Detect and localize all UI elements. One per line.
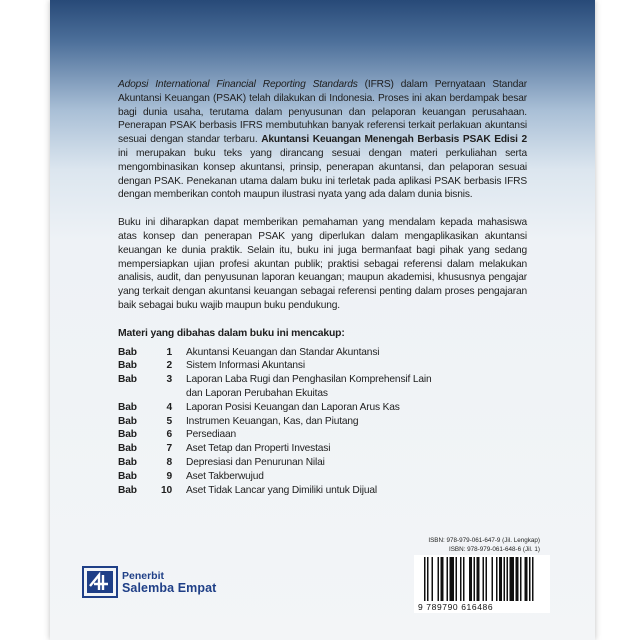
barcode-bar [441,557,444,601]
chapter-bab: Bab [118,443,137,455]
chapter-number: 9 [166,470,172,482]
intro-paragraph [118,78,527,202]
chapter-title: Aset Tetap dan Properti Investasi [186,443,331,455]
chapter-number: 4 [166,401,172,413]
barcode-bar [532,557,534,601]
chapter-title: Laporan Laba Rugi dan Penghasilan Komprehensif Lain [186,374,432,386]
chapter-item [118,442,527,456]
chapter-bab: Bab [118,401,137,413]
intro-italic-lead: Adopsi International Financial Reporting Standards [118,79,358,90]
chapter-list [118,346,527,498]
chapter-title: Aset Tidak Lancar yang Dimiliki untuk Dijual [186,484,378,496]
barcode-bar [507,557,509,601]
barcode-bar [492,557,494,601]
book-title: Akuntansi Keuangan Menengah Berbasis PSAK Edisi 2 [261,134,527,146]
chapter-bab: Bab [118,484,137,496]
chapter-title: Persediaan [186,429,237,441]
barcode-bar [516,557,519,601]
barcode-bars [418,557,538,601]
chapter-item [118,373,527,387]
chapter-number: 5 [166,415,172,427]
barcode-bar [504,557,506,601]
barcode-bar [456,557,458,601]
chapter-bab: Bab [118,415,137,427]
barcode [414,555,550,613]
chapter-title: Aset Takberwujud [186,470,264,482]
chapter-item [118,484,527,498]
barcode-bar [525,557,528,601]
chapter-item [118,470,527,484]
chapter-number: 8 [166,456,172,468]
barcode-bar [460,557,462,601]
isbn-line-complete: ISBN: 978-979-061-647-9 (Jil. Lengkap) [428,537,540,544]
barcode-bar [510,557,515,601]
barcode-bar [529,557,531,601]
chapter-number: 6 [166,429,172,441]
chapter-bab: Bab [118,429,137,441]
chapter-bab: Bab [118,470,137,482]
chapter-bab: Bab [118,456,137,468]
publisher-block [82,566,216,598]
chapter-title: Akuntansi Keuangan dan Standar Akuntansi [186,346,380,358]
chapter-item [118,359,527,373]
barcode-bar [477,557,480,601]
barcode-digits: 9 789790 616486 [418,602,494,612]
barcode-bar [450,557,455,601]
chapter-number: 1 [166,346,172,358]
barcode-bar [424,557,426,601]
cover-text [118,78,527,497]
barcode-bar [438,557,440,601]
isbn-block [428,536,540,554]
barcode-bar [486,557,488,601]
publisher-name [122,570,216,595]
chapter-bab: Bab [118,374,137,386]
chapter-title: Laporan Posisi Keuangan dan Laporan Arus Kas [186,401,400,413]
publisher-brand: Salemba Empat [122,581,217,595]
chapter-item [118,346,527,360]
chapter-bab: Bab [118,346,137,358]
chapter-number: 2 [166,360,172,372]
chapter-bab: Bab [118,360,137,372]
chapter-number: 3 [166,374,172,386]
barcode-bar [474,557,476,601]
barcode-bar [499,557,502,601]
chapter-item [118,415,527,429]
barcode-bar [469,557,472,601]
chapter-title: Sistem Informasi Akuntansi [186,360,305,372]
barcode-bar [463,557,465,601]
chapter-item [118,401,527,415]
barcode-bar [483,557,485,601]
barcode-bar [520,557,522,601]
back-cover [50,0,595,640]
publisher-label: Penerbit [122,569,165,582]
intro-text-1: (IFRS) dalam Pernyataan Standar Akuntansi Keuangan (PSAK) telah dilakukan di Indonesia. Proses ini akan berdampak besar bagi dunia usaha, terutama dalam penyusunan dan pelaporan keuangan perusahaan. Penerapan PSAK berbasis IFRS membutuhkan banyak referensi terkait perlakuan akuntansi sesuai dengan standar terbaru. [118,79,527,146]
chapter-title: Instrumen Keuangan, Kas, dan Piutang [186,415,359,427]
intro-text-2: ini merupakan buku teks yang dirancang sesuai dengan materi perkuliahan serta mengombinasikan konsep akuntansi, prinsip, penerapan akuntansi, dan pelaporan sesuai dengan PSAK. Penekanan utama dalam buku ini terletak pada aplikasi PSAK berbasis IFRS dengan memberikan contoh maupun ilustrasi nyata yang ada dalam dunia bisnis. [118,147,527,201]
second-paragraph: Buku ini diharapkan dapat memberikan pemahaman yang mendalam kepada mahasiswa atas konsep dan penerapan PSAK yang diperlukan dalam mengaplikasikan akuntansi keuangan ke dunia praktik. Selain itu, buku ini juga bermanfaat bagi pihak yang sedang mempersiapkan ujian profesi akuntan publik; praktisi sebagai referensi dalam melakukan analisis, audit, dan penyusunan laporan keuangan; maupun akademisi, khususnya pengajar yang terkait dengan akuntansi keuangan sebagai referensi penting dalam proses pengajaran baik sebagai buku wajib maupun buku pendukung. [118,217,527,311]
barcode-bar [427,557,429,601]
chapter-title-continuation: dan Laporan Perubahan Ekuitas [186,387,328,399]
chapter-item [118,428,527,442]
chapter-item [118,456,527,470]
barcode-bar [447,557,449,601]
isbn-line-volume: ISBN: 978-979-061-648-6 (Jil. 1) [448,546,540,553]
salemba-empat-logo-icon [82,566,118,598]
barcode-bar [432,557,434,601]
chapter-number: 7 [166,443,172,455]
chapter-title: Depresiasi dan Penurunan Nilai [186,456,325,468]
barcode-bar [496,557,498,601]
chapter-number: 10 [160,484,172,496]
toc-heading: Materi yang dibahas dalam buku ini mencakup: [118,327,345,339]
